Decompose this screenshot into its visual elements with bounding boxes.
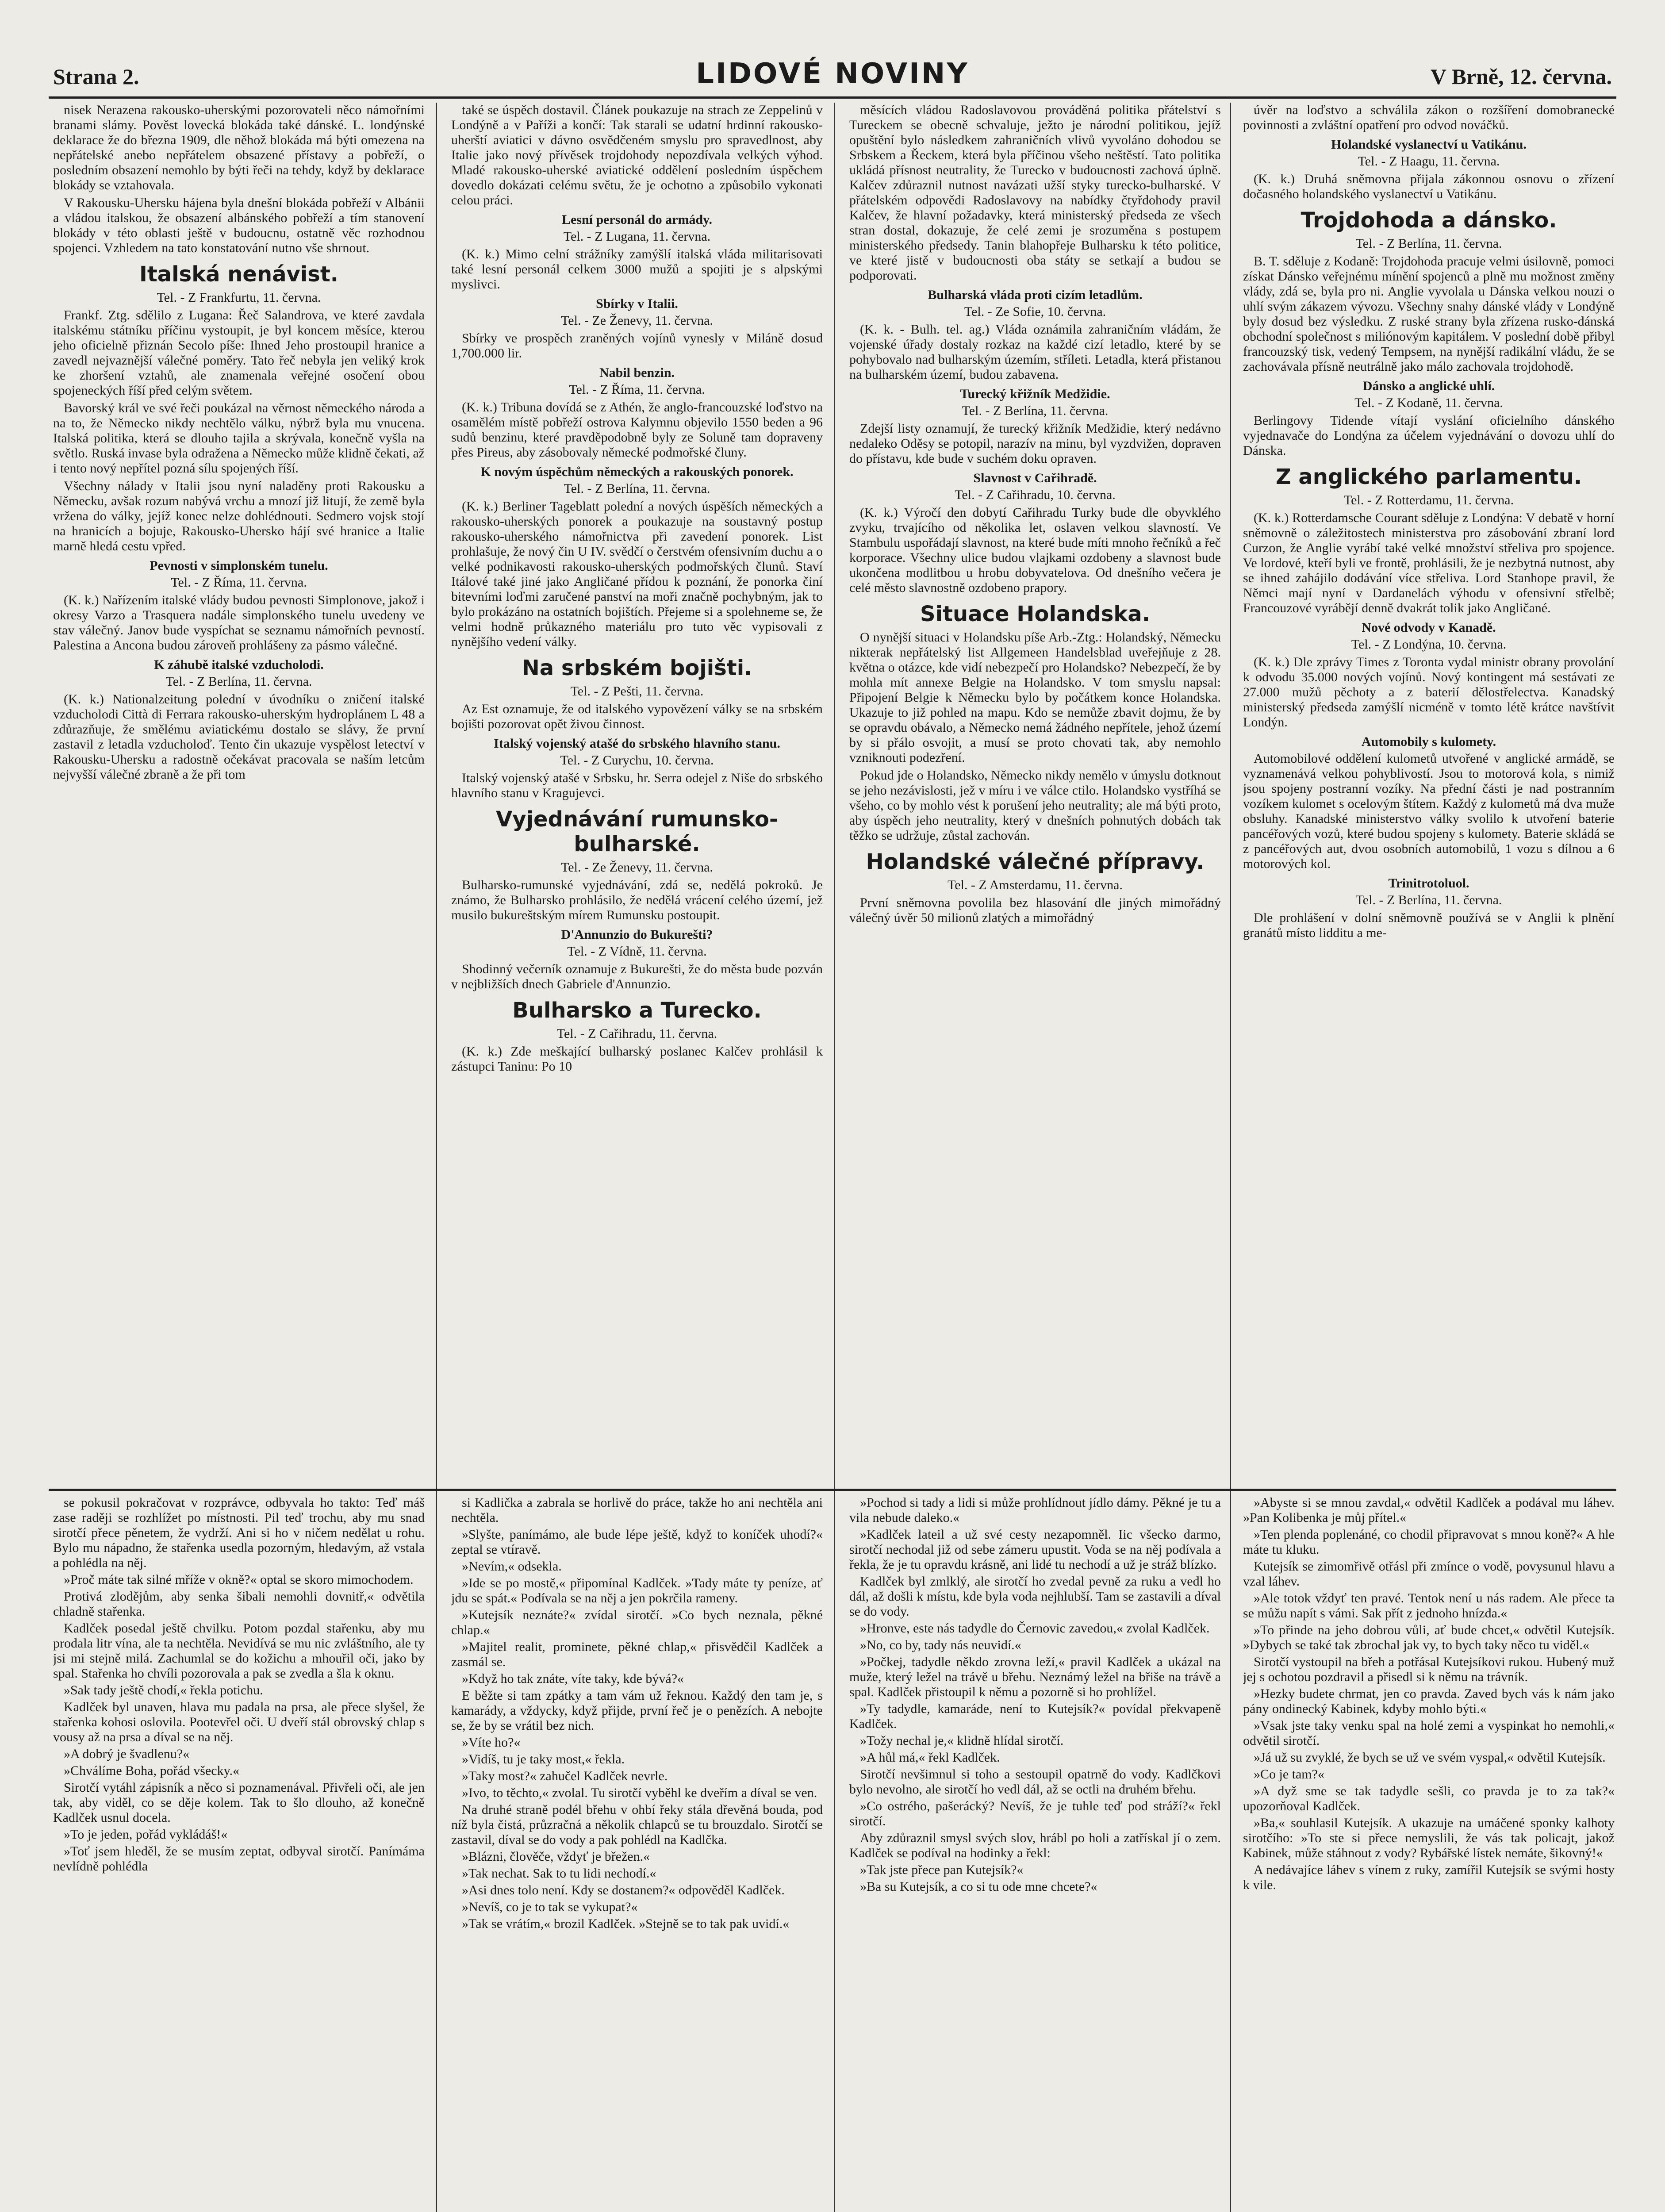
telegram-dateline: Tel. - Z Cařihradu, 11. června. [556,1026,717,1041]
feuilleton-paragraph: »Já už su zvyklé, že bych se už ve svém vyspal,« odvětil Kutejsík. [1254,1750,1606,1765]
article-headline: Z anglického parlamentu. [1275,465,1582,489]
telegram-dateline: Tel. - Z Rotterdamu, 11. června. [1343,493,1514,507]
article-headline: Situace Holandska. [920,602,1150,626]
feuilleton-paragraph: Kutejsík se zimomřivě otřásl při zmínce o vodě, povysunul hlavu a vzal láhev. [1243,1559,1615,1589]
article-paragraph: Az Est oznamuje, že od italského vypovězení války se na srbském bojišti pozorovat opět živou činnost. [451,702,823,731]
article-paragraph: (K. k.) Výročí den dobytí Cařihradu Turky bude dle obyvklého zvyku, trvajícího od několika let, oslaven velkou slavností. Ve Stambulu uspořádají slavnost, na které bude míti mnoho řečníků a řeč korporace. Všechny ulice budou vlajkami ozdobeny a slavnost bude ukončena modlitbou u hrobu dobyvatelova. Od dnešního večera je celé město slavnostně ozdobeno prapory. [849,505,1221,595]
article-paragraph: Bavorský král ve své řeči poukázal na věrnost německého národa a na to, že Německo nikdy nechtělo válku, nýbrž byla mu vnucena. Italská politika, která se dlouho tajila a skrývala, konečně vyšla na světlo. Ruská invase byla odražena a Německo může klidně čekati, až i tento nový nepřítel pozná sílu spojených říší. [53,401,425,476]
feuilleton-paragraph: »Chválíme Boha, pořád všecky.« [64,1763,240,1778]
article-paragraph: Zdejší listy oznamují, že turecký křižník Medžidie, který nedávno nedaleko Oděsy se potopil, narazív na minu, byl vyzdvižen, dopraven do přístavu, kde bude v suchém doku opraven. [849,421,1221,466]
feuilleton-paragraph: »Kadlček lateil a už své cesty nezapomněl. Iic všecko darmo, sirotčí nechodal již od sebe zámeru upustit. Voda se na něj podívala a řekla, že je tu opravdu krásně, ani lidé tu nechodí a už je stráž blízko. [849,1527,1221,1572]
telegram-dateline: Tel. - Z Curychu, 10. června. [560,753,714,768]
feuilleton-paragraph: »Ba,« souhlasil Kutejsík. A ukazuje na umáčené sponky kalhoty sirotčího: »To ste si přece nemyslili, že vás tak policajt, jakož Kabinek, může stáhnout z vody? Rybářské lístek nemáte, šikovný!« [1243,1816,1615,1860]
article-headline: Italská nenávist. [139,262,339,287]
feuilleton-paragraph: »Vsak jste taky venku spal na holé zemi a vyspinkat ho nemohli,« odvětil sirotčí. [1243,1718,1615,1748]
article-paragraph: Dle prohlášení v dolní sněmovně používá se v Anglii k plnění granátů místo lidditu a me- [1243,910,1615,940]
article-subheading: D'Annunzio do Bukurešti? [561,927,713,942]
feuilleton-column-1 [53,1495,425,2212]
article-subheading: Lesní personál do armády. [561,212,713,227]
article-paragraph: Italský vojenský atašé v Srbsku, hr. Serra odejel z Niše do srbského hlavního stanu v Kragujevci. [451,771,823,800]
feuilleton-paragraph: Kadlček posedal ještě chvilku. Potom pozdal stařenku, aby mu prodala litr vína, ale ta nechtěla. Nevidívá se mu nic zvláštního, ale ty jsi mi stejně milá. Zachumlal se do kožichu a mhouřil oči, jako by spal. Stařenka ho chvíli pozorovala a pak se zvedla a šla k oknu. [53,1621,425,1681]
feuilleton-paragraph: »Taky most?« zahučel Kadlček nevrle. [462,1769,668,1783]
article-paragraph: (K. k.) Nařízením italské vlády budou pevnosti Simplonove, jakož i okresy Varzo a Trasquera nadále simplonského tunelu uvedeny ve stav válečný. Janov bude vyspíchat se seznamu námořních pevností. Palestina a Ancona budou zároveň prohlášeny za pásmo válečné. [53,593,425,653]
feuilleton-paragraph: »Kutejsík neznáte?« zvídal sirotčí. »Co bych neznala, pěkné chlap.« [451,1608,823,1637]
feuilleton-paragraph: Kadlček byl zmlklý, ale sirotčí ho zvedal pevně za ruku a vedl ho dál, až došli k místu, kde byla voda nejhlubší. Tam se zastavili a díval se do vody. [849,1574,1221,1619]
article-subheading: Dánsko a anglické uhlí. [1362,379,1495,393]
feuilleton-paragraph: »A hůl má,« řekl Kadlček. [860,1750,1000,1765]
feuilleton-paragraph: »Víte ho?« [462,1735,521,1750]
telegram-dateline: Tel. - Z Haagu, 11. června. [1358,154,1500,169]
feuilleton-column-4 [1243,1495,1615,2212]
telegram-dateline: Tel. - Z Říma, 11. června. [569,382,705,397]
feuilleton-paragraph: »Toť jsem hleděl, že se musím zeptat, odbyval sirotčí. Panímáma nevlídně pohlédla [53,1844,425,1874]
article-subheading: Holandské vyslanectví u Vatikánu. [1331,137,1527,152]
article-paragraph: (K. k.) Nationalzeitung polední v úvodníku o zničení italské vzducholodi Città di Ferrara rakousko-uherským hydroplánem L 48 a zdůrazňuje, že smělému aviatickému dostalo se slávy, že první zastavil z letadla vzducholoď. Tento čin ukazuje vyspělost letectví v Rakousku-Uhersku a radostně očekávat pracovala se naším letcům nejvyšší válečné zbraně a že při tom [53,692,425,782]
article-paragraph: (K. k.) Berliner Tageblatt polední a nových úspěších německých a rakousko-uherských ponorek a poukazuje na soustavný postup rakousko-uherského námořnictva při zavedení ponorek. List prohlašuje, že nový čin U IV. svědčí o čerstvém ofensivním duchu a o velké podnikavosti rakousko-uherských podmořských člunů. Staví Itálové také jiné jako Angličané přídou k poznání, že ponorka činí bitevními loďmi zaručené panství na moři značně pochybným, jak to bylo prokázáno na ostatních bojištích. Přejeme si a spolehneme se, že velmi hodně průkazného materiálu pro tuto věc vypisovali z nynějšího vedení války. [451,499,823,649]
article-subheading: Bulharská vláda proti cizím letadlům. [928,288,1143,302]
article-paragraph: První sněmovna povolila bez hlasování dle jiných mimořádný válečný úvěr 50 milionů zlatých a mimořádný [849,895,1221,925]
telegram-dateline: Tel. - Z Berlína, 11. června. [1355,893,1502,907]
feuilleton-paragraph: »Ty tadydle, kamaráde, není to Kutejsík?« povídal překvapeně Kadlček. [849,1701,1221,1731]
news-column-2 [451,103,823,1483]
feuilleton-paragraph: Kadlček byl unaven, hlava mu padala na prsa, ale přece slyšel, že stařenka kohosi oslovila. Pootevřel oči. U dveří stál obrovský chlap s vousy až na prsa a díval se na něj. [53,1700,425,1744]
article-subheading: Pevnosti v simplonském tunelu. [150,558,328,573]
article-paragraph: (K. k.) Druhá sněmovna přijala zákonnou osnovu o zřízení dočasného holandského vyslanectví u Vatikánu. [1243,172,1615,201]
telegram-dateline: Tel. - Ze Sofie, 10. června. [964,304,1106,319]
article-paragraph: Berlingovy Tidende vítají vyslání oficielního dánského vyjednavače do Londýna za účelem vyjednávání o dovozu uhlí do Dánska. [1243,413,1615,458]
feuilleton-paragraph: »Majitel realit, prominete, pěkné chlap,« přisvědčil Kadlček a zasmál se. [451,1640,823,1669]
feuilleton-paragraph: Protivá zlodějům, aby senka šibali nemohli dovnitř,« odvětila chladně stařenka. [53,1589,425,1619]
feuilleton-paragraph: »Tak nechat. Sak to tu lidi nechodí.« [462,1866,656,1881]
page-number: Strana 2. [53,64,139,89]
feuilleton-paragraph: »To je jeden, pořád vykládáš!« [64,1827,228,1842]
article-paragraph: Sbírky ve prospěch zraněných vojínů vynesly v Miláně dosud 1,700.000 lir. [451,331,823,361]
telegram-dateline: Tel. - Z Říma, 11. června. [171,575,307,590]
feuilleton-paragraph: »Abyste si se mnou zavdal,« odvětil Kadlček a podával mu láhev. »Pan Kolibenka je můj přítel.« [1243,1495,1615,1525]
telegram-dateline: Tel. - Z Berlína, 11. června. [165,674,312,689]
column-divider [1230,103,1231,2212]
article-paragraph: Bulharsko-rumunské vyjednávání, zdá se, nedělá pokroků. Je známo, že Bulharsko prohlásilo, že nedělá vrácení celého území, jež musilo bukureštským mírem Rumunsku postoupit. [451,878,823,922]
feuilleton-paragraph: »Hronve, este nás tadydle do Černovic zavedou,« zvolal Kadlček. [860,1621,1210,1636]
feuilleton-paragraph: »Co ostrého, pašerácký? Nevíš, že je tuhle teď pod stráží?« řekl sirotčí. [849,1799,1221,1828]
feuilleton-paragraph: Sirotčí vystoupil na břeh a potřásal Kutejsíkovi rukou. Hubený muž jej s ochotou pozdravil a přisedl si k němu na trávník. [1243,1655,1615,1684]
feuilleton-paragraph: »Co je tam?« [1254,1767,1324,1782]
header-rule [49,96,1616,99]
feuilleton-column-2 [451,1495,823,2212]
article-paragraph: (K. k.) Rotterdamsche Courant sděluje z Londýna: V debatě v horní sněmovně o záležitostech ministerstva pro zásobování zbraní lord Curzon, že Anglie vyrábí také velké množství střeliva pro spojence. Ve lordové, kteří byli ve frontě, prohlásili, že je nezbytná nutnost, aby se ihned zahájilo dodávání více střeliva. Lord Stanhope pravil, že Němci mají nyní v Dardanelách výhodu v ofensivní střelbě; Francouzové vyrábějí denně dvakrát tolik jako Angličané. [1243,511,1615,615]
telegram-dateline: Tel. - Z Berlína, 11. června. [962,403,1109,418]
feuilleton-paragraph: »Ba su Kutejsík, a co si tu ode mne chcete?« [860,1879,1097,1894]
article-subheading: Nové odvody v Kanadě. [1362,620,1496,635]
feuilleton-paragraph: »Počkej, tadydle někdo zrovna leží,« pravil Kadlček a ukázal na muže, který ležel na trávě u břehu. Neznámý ležel na břiše na trávě a spal. Kadlček přistoupil k němu a pozorně si ho prohlížel. [849,1655,1221,1699]
feuilleton-paragraph: Sirotčí nevšimnul si toho a sestoupil opatrně do vody. Kadlčkovi bylo nevolno, ale sirotčí ho vedl dál, až se octli na druhém břehu. [849,1767,1221,1797]
telegram-dateline: Tel. - Z Frankfurtu, 11. června. [157,290,321,305]
feuilleton-paragraph: »Nevím,« odsekla. [462,1559,562,1574]
article-paragraph: (K. k.) Dle zprávy Times z Toronta vydal ministr obrany provolání k odvodu 35.000 nových vojínů. Nový kontingent má sestávati ze 27.000 mužů pěchoty a z baterií dělostřelectva. Kanadský ministerský předseda zamýšlí nicméně v tomto létě krátce navštívit Londýn. [1243,655,1615,730]
article-headline: Na srbském bojišti. [522,656,752,680]
telegram-dateline: Tel. - Z Berlína, 11. června. [1355,236,1502,251]
news-column-3 [849,103,1221,1483]
feuilleton-paragraph: »Slyšte, panímámo, ale bude lépe ještě, když to koníček uhodí?« zeptal se vtíravě. [451,1527,823,1557]
feuilleton-paragraph: Na druhé straně podél břehu v ohbí řeky stála dřevěná bouda, pod níž byla čistá, průzračná a několik chlapců se tu brouzdalo. Sirotčí se zastavil, díval se do vody a pak pohlédl na Kadlčka. [451,1802,823,1847]
telegram-dateline: Tel. - Z Kodaně, 11. června. [1354,396,1503,410]
feuilleton-paragraph: »Ivo, to těchto,« zvolal. Tu sirotčí vyběhl ke dveřím a díval se ven. [462,1786,817,1800]
telegram-dateline: Tel. - Z Cařihradu, 10. června. [955,488,1116,502]
article-headline: Vyjednávání rumunsko-bulharské. [496,807,778,856]
feuilleton-paragraph: »Hezky budete chrmat, jen co pravda. Zaved bych vás k nám jako pány ondinecký Kabinek, kdyby mohlo býti.« [1243,1686,1615,1716]
feuilleton-paragraph: si Kadlička a zabrala se horlivě do práce, takže ho ani nechtěla ani nechtěla. [451,1495,823,1525]
article-paragraph: úvěr na loďstvo a schválila zákon o rozšíření domobranecké povinnosti a zvláštní opatření pro odvod nováčků. [1243,103,1615,132]
article-headline: Holandské válečné přípravy. [866,849,1205,874]
feuilleton-paragraph: »Ide se po mostě,« připomínal Kadlček. »Tady máte ty peníze, ať jdu se spát.« Podívala se na něj a jen pokrčila rameny. [451,1576,823,1605]
article-subheading: Slavnost v Cařihradě. [973,471,1097,485]
article-paragraph: měsících vládou Radoslavovou prováděná politika přátelství s Tureckem se obecně schvaluje, ježto je národní politikou, jejíž opuštění bylo následkem zahraničních vlivů vyvoláno dohodou se Srbskem a Řeckem, která byla příčinou všeho neštěstí. Tato politika ukládá přísnost neutrality, že Turecko v budoucnosti zachová úplně. Kalčev zdůraznil nutnost navázati užší styky turecko-bulharské. V přátelském odpovědi Radoslavovy na nabídky čtyřdohody pravil Kalčev, že hlavní požadavky, která ministerský předseda ze všech stran dostal, dokazuje, že celé zemi je srozuměna s postupem ministerského předsedy. Tanin blahopřeje Bulharsku k této politice, ve které jistě v budoucnosti oba státy se setkají a budou se podporovati. [849,103,1221,283]
feuilleton-rule [49,1489,1616,1491]
feuilleton-paragraph: »Blázni, člověče, vždyť je břežen.« [462,1849,650,1864]
feuilleton-paragraph: »No, co by, tady nás neuvidí.« [860,1638,1021,1652]
article-subheading: K novým úspěchům německých a rakouských ponorek. [480,465,794,479]
issue-date: V Brně, 12. června. [1430,64,1612,89]
feuilleton-paragraph: »Ten plenda poplenáné, co chodil připravovat s mnou koně?« A hle máte tu kluku. [1243,1527,1615,1557]
news-column-4 [1243,103,1615,1483]
telegram-dateline: Tel. - Z Vídně, 11. června. [567,944,707,959]
article-subheading: Sbírky v Italii. [596,296,678,311]
article-paragraph: (K. k.) Tribuna dovídá se z Athén, že anglo-francouzské loďstvo na osamělém místě pobřeží ostrova Kalymnu objevilo 1550 beden a 96 sudů benzinu, které pravděpodobně byly ze Soluně tam dopraveny přes Pireus, aby zásobovaly německé podmořské čluny. [451,400,823,460]
feuilleton-paragraph: »A dobrý je švadlenu?« [64,1747,190,1761]
article-subheading: K záhubě italské vzducholodi. [154,657,324,672]
article-paragraph: O nynější situaci v Holandsku píše Arb.-Ztg.: Holandský, Německu nikterak nepřátelský list Allgemeen Handelsblad uveřejňuje z 28. května o otázce, kde vidí nebezpečí pro Holandsko? Nebezpečí, že by mohla mít annexe Belgie na Holandsko. V tom smyslu napsal: Připojení Belgie k Německu bylo by počátkem konce Holandska. Ukazuje to již pohled na mapu. Kdo se nemůže zbavit dojmu, že by se opravdu obávalo, a Německo nemá žádného nepřítele, jehož území by si přálo osvojit, a musí se proto chovati tak, aby nemohlo vzniknouti podezření. [849,630,1221,765]
feuilleton-column-3 [849,1495,1221,2212]
feuilleton-paragraph: »Proč máte tak silné mříže v okně?« optal se skoro mimochodem. [64,1572,414,1587]
telegram-dateline: Tel. - Z Lugana, 11. června. [563,229,711,244]
article-subheading: Nabil benzin. [599,365,675,380]
article-subheading: Italský vojenský atašé do srbského hlavního stanu. [494,736,780,751]
article-paragraph: (K. k. - Bulh. tel. ag.) Vláda oznámila zahraničním vládám, že vojenské úřady dostaly rozkaz na každé cizí letadlo, které by se pohybovalo nad bulharským územím, stříleti. Letadla, která přistanou na bulharském území, budou zabavena. [849,322,1221,382]
feuilleton-paragraph: »Vidíš, tu je taky most,« řekla. [462,1752,625,1767]
feuilleton-paragraph: »A dyž sme se tak tadydle sešli, co pravda je to za tak?« upozorňoval Kadlček. [1243,1784,1615,1813]
telegram-dateline: Tel. - Z Pešti, 11. června. [570,684,704,699]
feuilleton-paragraph: »Pochod si tady a lidi si může prohlídnout jídlo dámy. Pěkné je tu a vila nebude daleko.« [849,1495,1221,1525]
feuilleton-paragraph: »Tak se vrátím,« brozil Kadlček. »Stejně se to tak pak uvidí.« [462,1916,790,1931]
article-headline: Trojdohoda a dánsko. [1301,208,1557,233]
feuilleton-paragraph: se pokusil pokračovat v rozprávce, odbyvala ho takto: Teď máš zase raději se rozhlížet po místnosti. Pil teď trochu, aby mu snad sirotčí přece pěnetem, že vydrží. Ani si ho v ničem nedělat u rohu. Bylo mu nápadno, že stařenka usedla pozorným, hledavým, až vstala a pohlédla na něj. [53,1495,425,1570]
feuilleton-paragraph: »Asi dnes tolo není. Kdy se dostanem?« odpověděl Kadlček. [462,1883,785,1897]
feuilleton-paragraph: »To přinde na jeho dobrou vůli, ať bude chcet,« odvětil Kutejsík. »Dybych se také tak zbrochal jak vy, to bych taky něco tu viděl.« [1243,1623,1615,1652]
article-paragraph: Frankf. Ztg. sdělilo z Lugana: Řeč Salandrova, ve které zavdala italskému státníku příčinu vystoupit, je byl koncem měsíce, kterou jeho oficielně přiznán Secolo píše: Ihned Jeho prostoupil hranice a zavedl nejvaznější válečné poměry. Tato řeč nebyla jen veliký krok ke zhoršení vztahů, ale znamenala veřejné osočení obou spojeneckých říší před celým světem. [53,308,425,398]
feuilleton-paragraph: »Tožy nechal je,« klidně hlídal sirotčí. [860,1733,1064,1748]
article-paragraph: Pokud jde o Holandsko, Německo nikdy nemělo v úmyslu dotknout se jeho nezávislosti, jež v míru i ve válce ctilo. Holandsko vystříhá se všeho, co by mohlo vést k porušení jeho neutrality; ale má býti proto, aby úspěch jeho neutrality, který v dnešních pohnutých dobách tak těžko se udržuje, zůstal zachován. [849,768,1221,843]
article-paragraph: Automobilové oddělení kulometů utvořené v anglické armádě, se vyznamenává velkou pohyblivostí. Jsou to motorová kola, s nimiž jsou spojeny postranní vozíky. Na přední části je nad postranním vozíkem kulomet s ocelovým štítem. Každý z kulometů má dva muže obsluhy. Kanadské ministerstvo války svolilo k utvoření baterie pancéřových vozů, které budou spojeny s kulomety. Baterie skládá se z pancéřových aut, dvou osobních automobilů, 1 vozu s dílnou a 6 motorových kol. [1243,751,1615,871]
masthead [53,58,1612,93]
article-subheading: Trinitrotoluol. [1388,876,1469,891]
feuilleton-paragraph: Sirotčí vytáhl zápisník a něco si poznamenával. Přivřeli oči, ale jen tak, aby viděl, co se děje kolem. Tak to šlo dlouho, až konečně Kadlček usnul docela. [53,1780,425,1825]
telegram-dateline: Tel. - Ze Ženevy, 11. června. [561,313,713,328]
feuilleton-paragraph: A nedávajíce láhev s vínem z ruky, zamířil Kutejsík se svými hosty k vile. [1243,1863,1615,1892]
telegram-dateline: Tel. - Z Londýna, 10. června. [1351,637,1507,652]
article-paragraph: nisek Nerazena rakousko-uherskými pozorovateli něco námořními branami slámy. Pověst lovecká blokáda také dánské. L. londýnské deklarace že do března 1909, dle něhož blokáda má býti omezena na nepřátelské anebo nepřátelem obsazené přístavy a pobřeží, o posledním obsazení nemohlo by býti řeči na tehdy, když by deklarace blokády se vztahovala. [53,103,425,192]
news-column-1 [53,103,425,1483]
article-subheading: Turecký křižník Medžidie. [960,387,1110,401]
feuilleton-paragraph: »Tak jste přece pan Kutejsík?« [860,1863,1024,1877]
telegram-dateline: Tel. - Z Amsterdamu, 11. června. [948,878,1123,892]
article-paragraph: B. T. sděluje z Kodaně: Trojdohoda pracuje velmi úsilovně, pomoci získat Dánsko veřejnému mínění spojenců a plně mu možnost změny vlády, zdá se, byla pro ni. Anglie vyvolala u Dánska velkou nouzi o uhlí svým zákazem vývozu. Všechny snahy dánské vlády v Londýně byly dosud bez výsledku. Z ruské strany byla zřízena rusko-dánská obchodní společnost s miliónovým kapitálem. V poslední době přibyl francouzský tisk, vedený Tempsem, na nynější radikální vládu, že se zachovávala přísně neutrálně jako málo zachovala trojdohodě. [1243,254,1615,374]
feuilleton-paragraph: »Ale totok vždyť ten pravé. Tentok není u nás radem. Ale přece ta se můžu napít s vámi. Sak přít z jednoho hnízda.« [1243,1591,1615,1621]
article-paragraph: také se úspěch dostavil. Článek poukazuje na strach ze Zeppelinů v Londýně a v Paříži a končí: Tak starali se udatní hrdinní rakousko-uherští aviatici v dávno osvědčeném smyslu pro spravedlnost, aby Italie jako nový přívěsek trojdohody nepozdívala velkých výhod. Mladé rakousko-uherské aviatické oddělení posledním úspěchem dovedlo dokázati celému světu, že je ochotno a způsobilo vykonati celou práci. [451,103,823,207]
telegram-dateline: Tel. - Z Berlína, 11. června. [564,481,710,496]
article-paragraph: Všechny nálady v Italii jsou nyní naladěny proti Rakousku a Německu, avšak rozum nabývá vrchu a mnozí již litují, že země byla vržena do války, jejíž konec nelze dohlédnouti. Sedmero vojsk stojí na hranicích a bojuje, Rakousko-Uhersko hájí své hranice a Italie marně hledá cestu vpřed. [53,479,425,553]
article-paragraph: V Rakousku-Uhersku hájena byla dnešní blokáda pobřeží v Albánii a vládou italskou, že obsazení albánského pobřeží a tím stanovení blokády v této oblasti ještě v budoucnu, ostatně věc rozhodnou spojenci. Vzhledem na tato konstatování nutno vše shrnout. [53,196,425,255]
telegram-dateline: Tel. - Ze Ženevy, 11. června. [561,860,713,875]
feuilleton-paragraph: »Když ho tak znáte, víte taky, kde bývá?« [462,1671,684,1686]
column-divider [436,103,437,2212]
article-subheading: Automobily s kulomety. [1361,734,1496,749]
feuilleton-paragraph: E běžte si tam zpátky a tam vám už řeknou. Každý den tam je, s kamarády, a vždycky, když přijde, první řeč je o penězích. A nebojte se, že by se vrátil bez nich. [451,1688,823,1733]
article-paragraph: (K. k.) Zde meškající bulharský poslanec Kalčev prohlásil k zástupci Taninu: Po 10 [451,1044,823,1074]
newspaper-title: LIDOVÉ NOVINY [696,58,969,90]
article-headline: Bulharsko a Turecko. [512,998,762,1023]
article-paragraph: (K. k.) Mimo celní strážníky zamýšlí italská vláda militarisovati také lesní personál celkem 3000 mužů a spojiti je s alpskými myslivci. [451,247,823,292]
feuilleton-paragraph: »Sak tady ještě chodí,« řekla potichu. [64,1683,263,1697]
feuilleton-paragraph: Aby zdůraznil smysl svých slov, hrábl po holi a zatřískal jí o zem. Kadlček se podíval na hodinky a řekl: [849,1831,1221,1860]
column-divider [834,103,835,2212]
article-paragraph: Shodinný večerník oznamuje z Bukurešti, že do města bude pozván v nejbližších dnech Gabriele d'Annunzio. [451,962,823,991]
feuilleton-paragraph: »Nevíš, co je to tak se vykupat?« [462,1900,638,1914]
